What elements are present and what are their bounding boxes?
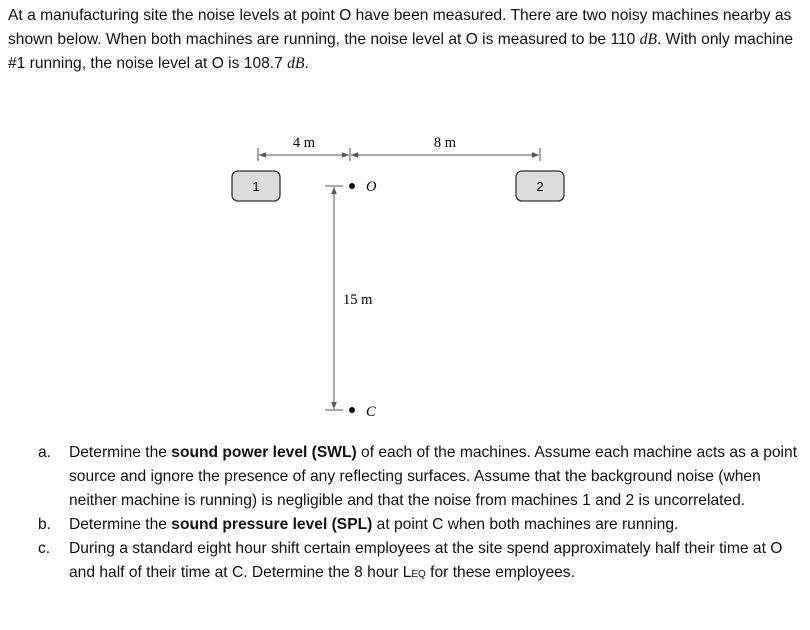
question-c [38, 537, 798, 587]
intro-text-2: . With only machine #1 running, the noise level at O is 108.7 [8, 31, 794, 72]
question-a-label: a. [38, 444, 52, 461]
dimension-label-4m: 4 m [292, 135, 316, 151]
machine-2-label: 2 [536, 179, 544, 194]
question-c-text-rest: for these employees. [425, 564, 575, 581]
question-c-label: c. [38, 540, 51, 557]
question-b-text: Determine the [69, 516, 172, 533]
question-a-text: Determine the [69, 444, 172, 461]
question-b-emphasis: sound pressure level (SPL) [171, 516, 373, 533]
intro-text-1: At a manufacturing site the noise levels at point O have been measured. There are two noisy machines nearby as shown below. When both machines are running, the noise level at O is measured to be 110 [8, 7, 792, 48]
question-b-label: b. [38, 516, 52, 533]
question-b-text-rest: at point C when both machines are running. [372, 516, 679, 533]
dimension-label-15m: 15 m [343, 292, 373, 308]
point-c-marker [349, 407, 355, 413]
unit-db-1: dB [639, 31, 657, 48]
question-c-subscript: EQ [411, 569, 426, 580]
dimension-label-8m: 8 m [433, 135, 457, 151]
question-a-emphasis: sound power level (SWL) [171, 444, 357, 461]
point-c-label: C [366, 404, 376, 420]
unit-db-2: dB [287, 55, 305, 72]
machine-1-label: 1 [252, 179, 260, 194]
question-a [38, 441, 798, 513]
point-o-marker [349, 183, 355, 189]
question-list [38, 441, 798, 587]
intro-text-3: . [304, 55, 309, 72]
question-c-text: During a standard eight hour shift certain employees at the site spend approximately half their time at O and half of their time at C. Determine the 8 hour L [69, 540, 783, 581]
point-o-label: O [366, 179, 377, 195]
question-b [38, 513, 798, 537]
question-a-text-rest: of each of the machines. Assume each machine acts as a point source and ignore the presence of any reflecting surfaces. Assume that the background noise (when neither machine is running) is negligible and that the noise from machines 1 and 2 is uncorrelated. [69, 444, 798, 509]
